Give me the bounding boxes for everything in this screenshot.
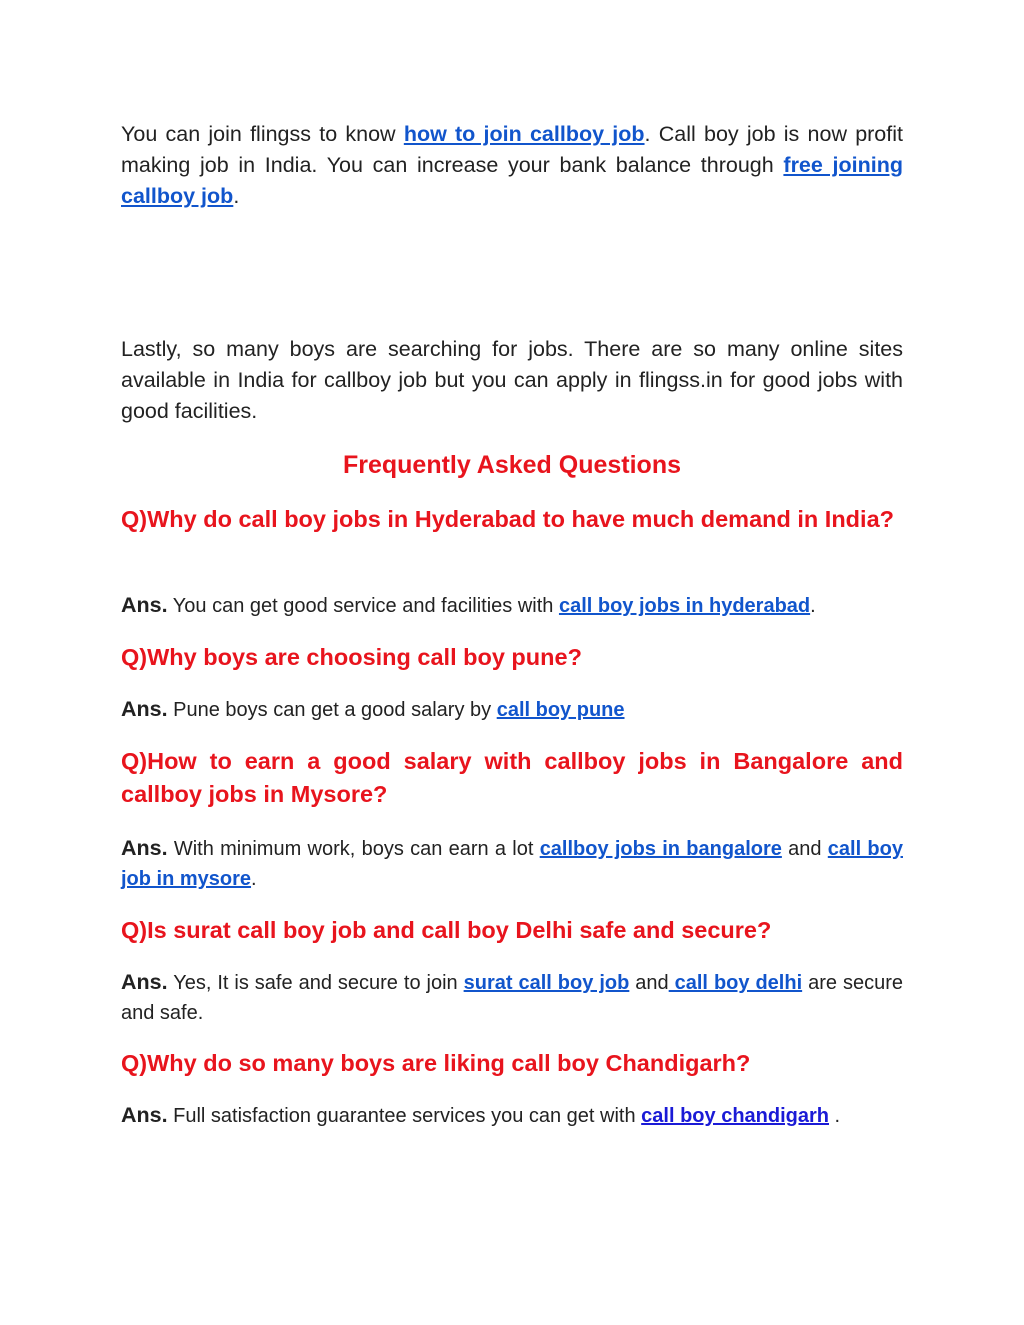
- answer-label: Ans.: [121, 970, 168, 994]
- faq-answer-5: [121, 1100, 903, 1131]
- call-boy-job-in-mysore-link[interactable]: call boy job in mysore: [121, 838, 903, 890]
- answer-label: Ans.: [121, 697, 168, 721]
- answer-text: and: [781, 838, 828, 860]
- answer-text: You can get good service and facilities with: [167, 595, 559, 617]
- faq-heading: Frequently Asked Questions: [342, 451, 682, 479]
- faq-answer-3: [121, 833, 903, 894]
- answer-label: Ans.: [121, 1103, 168, 1127]
- call-boy-jobs-in-hyderabad-link[interactable]: call boy jobs in hyderabad: [558, 595, 811, 617]
- call-boy-pune-link[interactable]: call boy pune: [496, 699, 625, 721]
- answer-text: are secure and safe.: [121, 972, 903, 1024]
- intro-paragraph: [121, 119, 903, 212]
- faq-answer-4: [121, 967, 903, 1028]
- faq-question-4: Q)Is surat call boy job and call boy Delhi safe and secure?: [121, 917, 772, 943]
- answer-label: Ans.: [121, 836, 168, 860]
- faq-answer-2: [121, 694, 903, 725]
- answer-text: .: [810, 595, 816, 617]
- call-boy-delhi-link[interactable]: call boy delhi: [668, 972, 803, 994]
- answer-text: .: [251, 868, 257, 890]
- how-to-join-callboy-job-link[interactable]: how to join callboy job: [403, 122, 645, 146]
- intro-text-1: You can join flingss to know: [121, 122, 404, 146]
- intro-text-3: .: [233, 184, 240, 208]
- intro-text-2: . Call boy job is now profit making job in India. You can increase your bank balance through: [121, 122, 903, 177]
- closing-paragraph: Lastly, so many boys are searching for jobs. There are so many online sites available in India for callboy job but you can apply in flingss.in for good jobs with good facilities.: [121, 337, 903, 423]
- answer-text: .: [829, 1105, 841, 1127]
- faq-question-5: Q)Why do so many boys are liking call boy Chandigarh?: [121, 1050, 751, 1076]
- faq-question-2: Q)Why boys are choosing call boy pune?: [121, 644, 582, 670]
- free-joining-callboy-job-link[interactable]: free joining callboy job: [121, 153, 903, 208]
- call-boy-chandigarh-link[interactable]: call boy chandigarh: [641, 1105, 829, 1127]
- faq-answer-1: [121, 590, 903, 621]
- surat-call-boy-job-link[interactable]: surat call boy job: [463, 972, 630, 994]
- callboy-jobs-in-bangalore-link[interactable]: callboy jobs in bangalore: [539, 838, 782, 860]
- answer-text: Pune boys can get a good salary by: [167, 699, 497, 721]
- answer-text: Yes, It is safe and secure to join: [167, 972, 464, 994]
- answer-text: With minimum work, boys can earn a lot: [167, 838, 540, 860]
- answer-label: Ans.: [121, 593, 168, 617]
- answer-text: Full satisfaction guarantee services you can get with: [167, 1105, 642, 1127]
- faq-question-3: Q)How to earn a good salary with callboy jobs in Bangalore and callboy jobs in Mysore?: [121, 748, 903, 807]
- answer-text: and: [629, 972, 669, 994]
- faq-question-1: Q)Why do call boy jobs in Hyderabad to have much demand in India?: [121, 506, 894, 532]
